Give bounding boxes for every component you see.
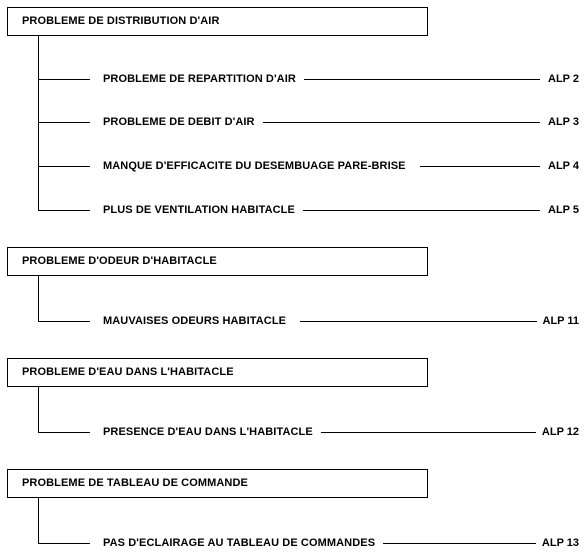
section-title: PROBLEME DE DISTRIBUTION D'AIR [22,15,220,27]
tree-connector [38,36,39,210]
leader-line [300,210,540,211]
branch-line [38,432,90,433]
leader-line [260,122,540,123]
fault-item-label: MANQUE D'EFFICACITE DU DESEMBUAGE PARE-BRISE [103,160,414,172]
branch-line [38,321,90,322]
section-box-odour [7,247,428,276]
section-title: PROBLEME D'EAU DANS L'HABITACLE [22,366,234,378]
section-title: PROBLEME D'ODEUR D'HABITACLE [22,255,217,267]
alp-reference[interactable]: ALP 5 [542,204,579,216]
alp-reference[interactable]: ALP 13 [536,537,579,549]
tree-connector [38,387,39,432]
alp-reference[interactable]: ALP 12 [536,426,579,438]
alp-reference[interactable]: ALP 3 [542,116,579,128]
fault-item-label: MAUVAISES ODEURS HABITACLE [103,315,294,327]
branch-line [38,122,90,123]
alp-reference[interactable]: ALP 2 [542,73,579,85]
fault-item-label: PRESENCE D'EAU DANS L'HABITACLE [103,426,321,438]
fault-item-label: PLUS DE VENTILATION HABITACLE [103,204,303,216]
leader-line [300,321,540,322]
branch-line [38,210,90,211]
fault-item-label: PROBLEME DE DEBIT D'AIR [103,116,263,128]
alp-reference[interactable]: ALP 4 [542,160,579,172]
tree-connector [38,498,39,543]
section-box-air-distribution [7,7,428,36]
section-box-control-panel [7,469,428,498]
tree-connector [38,276,39,321]
fault-item-label: PAS D'ECLAIRAGE AU TABLEAU DE COMMANDES [103,537,383,549]
branch-line [38,166,90,167]
leader-line [380,543,540,544]
leader-line [300,79,540,80]
leader-line [420,166,540,167]
branch-line [38,543,90,544]
fault-item-label: PROBLEME DE REPARTITION D'AIR [103,73,304,85]
alp-reference[interactable]: ALP 11 [537,315,580,327]
section-title: PROBLEME DE TABLEAU DE COMMANDE [22,477,248,489]
section-box-water [7,358,428,387]
leader-line [320,432,540,433]
branch-line [38,79,90,80]
